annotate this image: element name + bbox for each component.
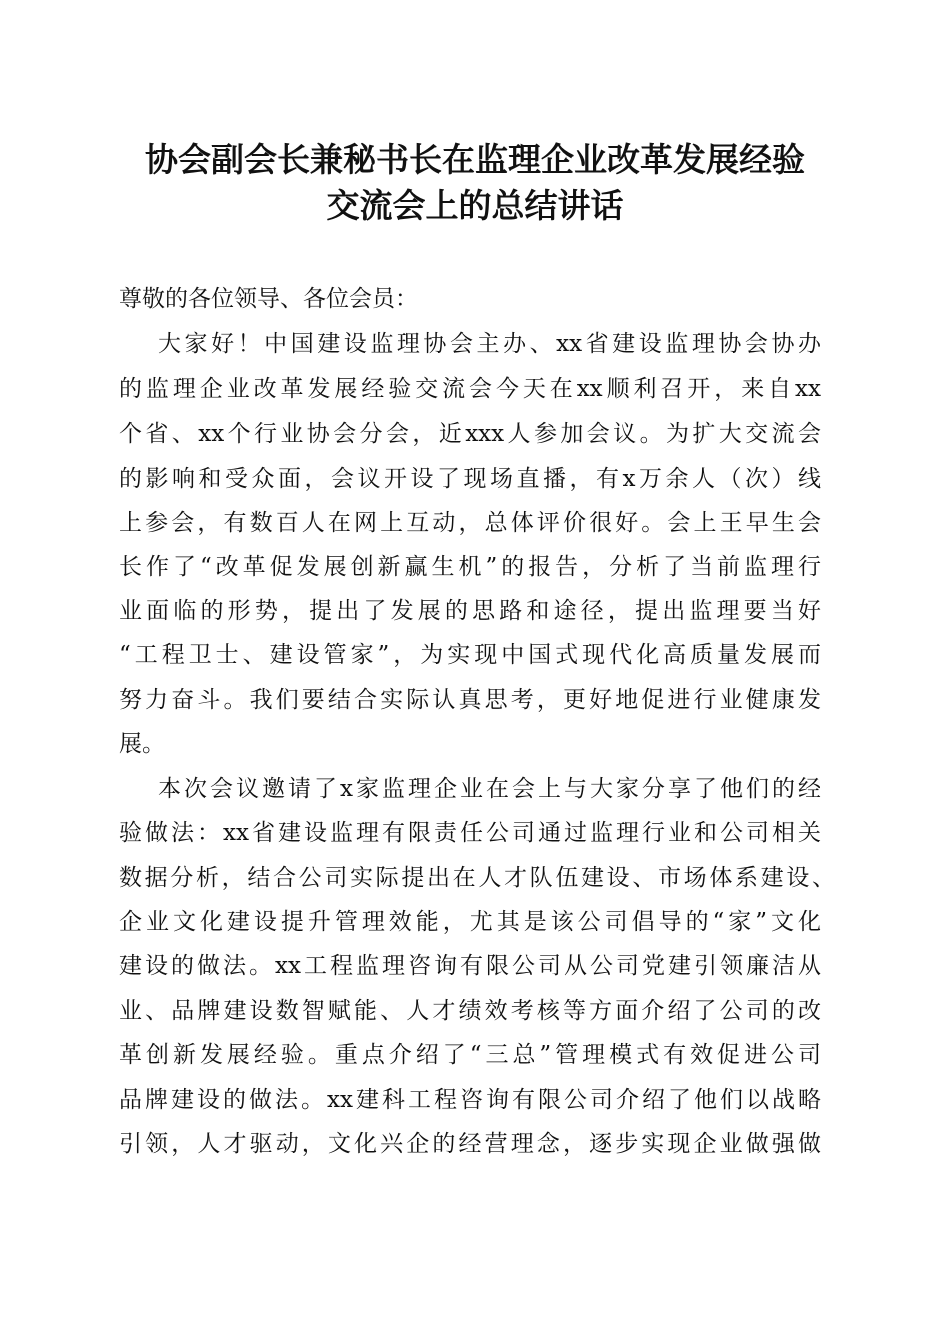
document-title-line-2: 交流会上的总结讲话 [326, 186, 624, 225]
paragraph-1-line: 上参会，有数百人在网上互动，总体评价很好。会上王早生会 [119, 510, 821, 536]
paragraph-1-line: 展。 [119, 731, 165, 757]
paragraph-1-line: “工程卫士、建设管家”，为实现中国式现代化高质量发展而 [119, 642, 821, 668]
paragraph-2-line: 企业文化建设提升管理效能，尤其是该公司倡导的“家”文化 [119, 909, 821, 935]
paragraph-1-line: 个省、xx个行业协会分会，近xxx人参加会议。为扩大交流会 [119, 421, 821, 447]
paragraph-2-line: 引领，人才驱动，文化兴企的经营理念，逐步实现企业做强做 [119, 1131, 821, 1157]
salutation: 尊敬的各位领导、各位会员： [119, 286, 418, 312]
paragraph-2-line: 数据分析，结合公司实际提出在人才队伍建设、市场体系建设、 [119, 865, 835, 891]
paragraph-2-line: 品牌建设的做法。xx建科工程咨询有限公司介绍了他们以战略 [119, 1087, 821, 1113]
paragraph-1-line: 努力奋斗。我们要结合实际认真思考，更好地促进行业健康发 [119, 687, 821, 713]
paragraph-1-line: 的监理企业改革发展经验交流会今天在xx顺利召开，来自xx [119, 376, 821, 402]
paragraph-2-line: 革创新发展经验。重点介绍了“三总”管理模式有效促进公司 [119, 1042, 821, 1068]
paragraph-2-line: 本次会议邀请了x家监理企业在会上与大家分享了他们的经 [158, 776, 821, 802]
document-title-line-1: 协会副会长兼秘书长在监理企业改革发展经验 [145, 140, 805, 179]
paragraph-1-line: 长作了“改革促发展创新赢生机”的报告，分析了当前监理行 [119, 554, 821, 580]
paragraph-1-line: 的影响和受众面，会议开设了现场直播，有x万余人（次）线 [119, 466, 821, 492]
paragraph-2-line: 建设的做法。xx工程监理咨询有限公司从公司党建引领廉洁从 [119, 953, 821, 979]
paragraph-2-line: 验做法：xx省建设监理有限责任公司通过监理行业和公司相关 [119, 820, 821, 846]
paragraph-1-line: 业面临的形势，提出了发展的思路和途径，提出监理要当好 [119, 598, 821, 624]
paragraph-1-line: 大家好！中国建设监理协会主办、xx省建设监理协会协办 [158, 331, 821, 357]
paragraph-2-line: 业、品牌建设数智赋能、人才绩效考核等方面介绍了公司的改 [119, 998, 821, 1024]
